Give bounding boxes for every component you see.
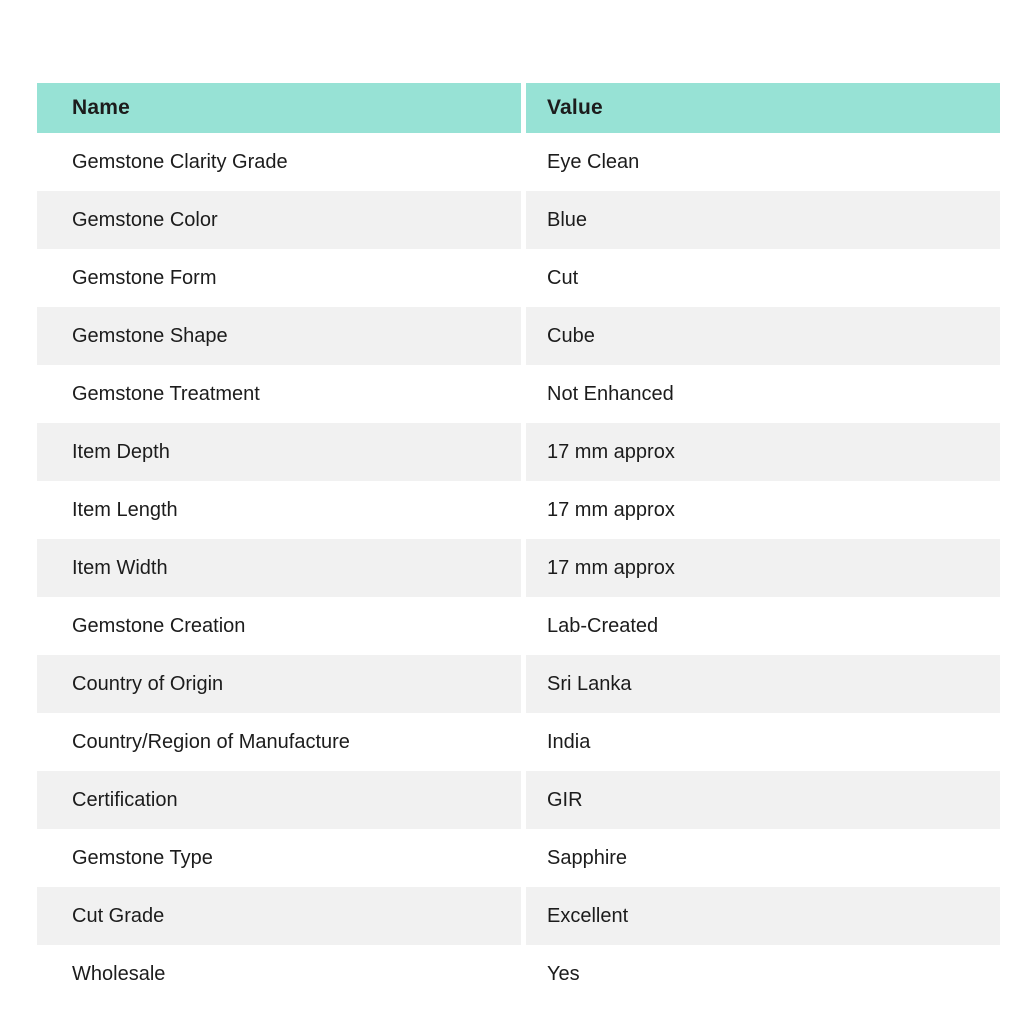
value-cell: 17 mm approx — [547, 440, 675, 463]
value-cell: India — [547, 730, 591, 753]
table-row — [37, 133, 1000, 191]
value-cell: Eye Clean — [547, 150, 640, 173]
table-row — [37, 713, 1000, 771]
table-row — [37, 887, 1000, 945]
name-cell: Gemstone Creation — [37, 597, 526, 655]
table-row — [37, 423, 1000, 481]
table-row — [37, 539, 1000, 597]
column-header-name: Name — [37, 83, 526, 133]
name-cell: Item Depth — [37, 423, 526, 481]
name-cell: Gemstone Type — [37, 829, 526, 887]
table-row — [37, 307, 1000, 365]
value-cell: Excellent — [547, 904, 629, 927]
table-body — [37, 133, 1000, 1003]
name-cell: Item Length — [37, 481, 526, 539]
table-row — [37, 249, 1000, 307]
table-row — [37, 771, 1000, 829]
name-cell: Gemstone Form — [37, 249, 526, 307]
name-cell: Cut Grade — [37, 887, 526, 945]
value-cell: Cube — [547, 324, 595, 347]
table-row — [37, 829, 1000, 887]
table-row — [37, 655, 1000, 713]
table-row — [37, 365, 1000, 423]
name-cell: Certification — [37, 771, 526, 829]
value-cell: Cut — [547, 266, 579, 289]
table-row — [37, 945, 1000, 1003]
name-cell: Gemstone Clarity Grade — [37, 133, 526, 191]
table-header-row — [37, 83, 1000, 133]
column-header-value: Value — [547, 96, 603, 119]
name-cell: Item Width — [37, 539, 526, 597]
name-cell: Country of Origin — [37, 655, 526, 713]
value-cell: Yes — [547, 962, 580, 985]
value-cell: Sri Lanka — [547, 672, 632, 695]
name-cell: Country/Region of Manufacture — [37, 713, 526, 771]
item-specifics-table — [37, 83, 1000, 1003]
value-cell: GIR — [547, 788, 583, 811]
table-row — [37, 191, 1000, 249]
value-cell: 17 mm approx — [547, 498, 675, 521]
table-row — [37, 597, 1000, 655]
name-cell: Gemstone Treatment — [37, 365, 526, 423]
table-row — [37, 481, 1000, 539]
name-cell: Gemstone Shape — [37, 307, 526, 365]
value-cell: 17 mm approx — [547, 556, 675, 579]
name-cell: Wholesale — [37, 945, 526, 1003]
value-cell: Blue — [547, 208, 588, 231]
value-cell: Sapphire — [547, 846, 628, 869]
value-cell: Lab-Created — [547, 614, 659, 637]
name-cell: Gemstone Color — [37, 191, 526, 249]
value-cell: Not Enhanced — [547, 382, 674, 405]
